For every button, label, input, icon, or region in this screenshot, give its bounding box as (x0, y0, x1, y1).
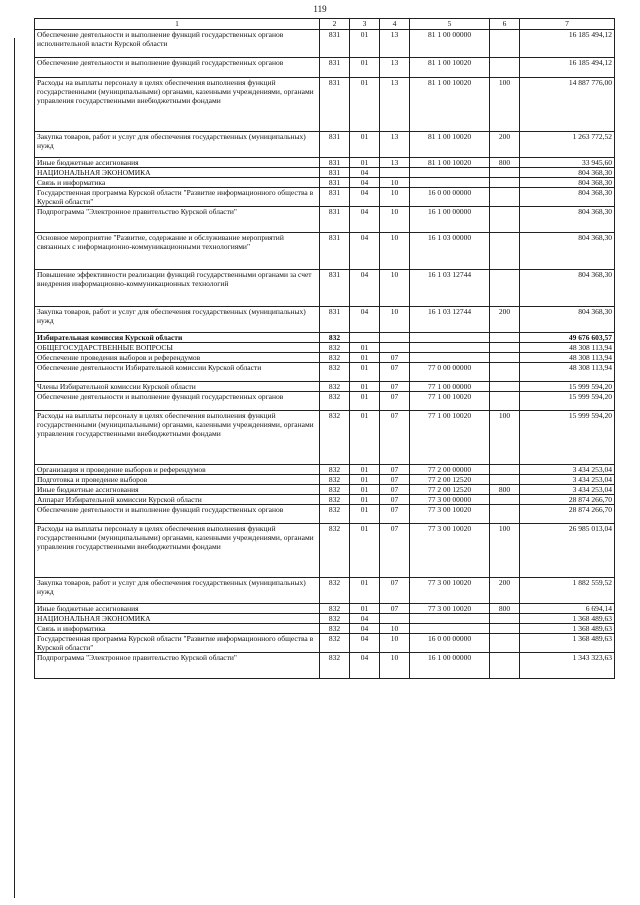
subsection-code: 13 (380, 132, 410, 158)
section-code: 04 (350, 653, 380, 679)
admin-code: 832 (320, 524, 350, 578)
row-name: Государственная программа Курской области "Развитие информационного общества в Курской области" (35, 634, 320, 653)
target-article: 16 1 00 00000 (410, 207, 490, 233)
row-name: Расходы на выплаты персоналу в целях обеспечения выполнения функций государственными (муниципальными) органами, казенными учреждениями, органами управления государственными внебюджетными фондами (35, 78, 320, 132)
table-header-row (35, 19, 615, 30)
target-article: 77 0 00 00000 (410, 363, 490, 382)
row-name: Расходы на выплаты персоналу в целях обеспечения выполнения функций государственными (муниципальными) органами, казенными учреждениями, органами управления государственными внебюджетными фондами (35, 411, 320, 465)
row-name: НАЦИОНАЛЬНАЯ ЭКОНОМИКА (35, 614, 320, 624)
amount: 28 874 266,70 (520, 495, 615, 505)
budget-table (34, 18, 615, 679)
target-article: 77 3 00 10020 (410, 524, 490, 578)
subsection-code: 07 (380, 505, 410, 524)
expense-type: 100 (490, 411, 520, 465)
subsection-code: 10 (380, 634, 410, 653)
subsection-code: 07 (380, 363, 410, 382)
amount: 804 368,30 (520, 168, 615, 178)
expense-type (490, 353, 520, 363)
target-article (410, 343, 490, 353)
admin-code: 832 (320, 363, 350, 382)
expense-type (490, 333, 520, 343)
table-row (35, 158, 615, 168)
table-row (35, 624, 615, 634)
admin-code: 831 (320, 58, 350, 78)
table-row (35, 475, 615, 485)
subsection-code: 07 (380, 578, 410, 604)
subsection-code: 07 (380, 353, 410, 363)
amount: 28 874 266,70 (520, 505, 615, 524)
admin-code: 832 (320, 653, 350, 679)
row-name: Повышение эффективности реализации функций государственными органами за счет внедрения информационно-коммуникационных технологий (35, 270, 320, 307)
admin-code: 832 (320, 495, 350, 505)
subsection-code: 13 (380, 158, 410, 168)
row-name: Связь и информатика (35, 178, 320, 188)
section-code: 01 (350, 524, 380, 578)
table-row (35, 270, 615, 307)
row-name: Подготовка и проведение выборов (35, 475, 320, 485)
subsection-code: 07 (380, 382, 410, 392)
row-name: Иные бюджетные ассигнования (35, 158, 320, 168)
section-code: 01 (350, 132, 380, 158)
section-code: 01 (350, 58, 380, 78)
admin-code: 831 (320, 30, 350, 58)
section-code: 01 (350, 392, 380, 411)
admin-code: 831 (320, 158, 350, 168)
table-row (35, 307, 615, 333)
row-name: Закупка товаров, работ и услуг для обеспечения государственных (муниципальных) нужд (35, 578, 320, 604)
expense-type (490, 475, 520, 485)
admin-code: 832 (320, 382, 350, 392)
expense-type (490, 653, 520, 679)
table-row (35, 343, 615, 353)
admin-code: 832 (320, 624, 350, 634)
amount: 15 999 594,20 (520, 411, 615, 465)
target-article: 16 0 00 00000 (410, 634, 490, 653)
row-name: Подпрограмма "Электронное правительство Курской области" (35, 207, 320, 233)
admin-code: 832 (320, 604, 350, 614)
table-row (35, 333, 615, 343)
subsection-code: 13 (380, 30, 410, 58)
expense-type: 200 (490, 307, 520, 333)
section-code (350, 333, 380, 343)
table-row (35, 178, 615, 188)
expense-type (490, 178, 520, 188)
target-article: 77 2 00 12520 (410, 485, 490, 495)
section-code: 04 (350, 634, 380, 653)
target-article: 77 3 00 10020 (410, 604, 490, 614)
row-name: Избирательная комиссия Курской области (35, 333, 320, 343)
row-name: Обеспечение деятельности и выполнение функций государственных органов исполнительной власти Курской области (35, 30, 320, 58)
subsection-code (380, 168, 410, 178)
col-header-6: 6 (490, 19, 520, 30)
admin-code: 831 (320, 132, 350, 158)
target-article: 81 1 00 10020 (410, 58, 490, 78)
target-article: 81 1 00 10020 (410, 132, 490, 158)
subsection-code: 07 (380, 475, 410, 485)
amount: 1 368 489,63 (520, 634, 615, 653)
expense-type: 200 (490, 132, 520, 158)
target-article: 16 1 03 00000 (410, 233, 490, 270)
target-article: 16 1 03 12744 (410, 270, 490, 307)
target-article: 77 3 00 10020 (410, 578, 490, 604)
col-header-1: 1 (35, 19, 320, 30)
table-row (35, 634, 615, 653)
amount: 15 999 594,20 (520, 392, 615, 411)
admin-code: 832 (320, 475, 350, 485)
section-code: 04 (350, 624, 380, 634)
expense-type (490, 614, 520, 624)
amount: 49 676 603,57 (520, 333, 615, 343)
amount: 48 308 113,94 (520, 363, 615, 382)
admin-code: 831 (320, 178, 350, 188)
admin-code: 831 (320, 78, 350, 132)
target-article: 77 1 00 00000 (410, 382, 490, 392)
amount: 16 185 494,12 (520, 58, 615, 78)
section-code: 04 (350, 270, 380, 307)
row-name: Закупка товаров, работ и услуг для обеспечения государственных (муниципальных) нужд (35, 307, 320, 333)
amount: 804 368,30 (520, 188, 615, 207)
section-code: 04 (350, 188, 380, 207)
left-margin-rule (14, 38, 15, 898)
expense-type: 100 (490, 524, 520, 578)
table-row (35, 524, 615, 578)
row-name: Основное мероприятие "Развитие, содержание и обслуживание мероприятий связанных с информационно-коммуникационными технологиями" (35, 233, 320, 270)
expense-type (490, 624, 520, 634)
row-name: Иные бюджетные ассигнования (35, 604, 320, 614)
row-name: НАЦИОНАЛЬНАЯ ЭКОНОМИКА (35, 168, 320, 178)
admin-code: 832 (320, 614, 350, 624)
target-article: 16 1 03 12744 (410, 307, 490, 333)
table-row (35, 653, 615, 679)
row-name: Обеспечение деятельности и выполнение функций государственных органов (35, 392, 320, 411)
target-article: 77 3 00 10020 (410, 505, 490, 524)
table-row (35, 188, 615, 207)
section-code: 01 (350, 382, 380, 392)
col-header-5: 5 (410, 19, 490, 30)
section-code: 01 (350, 343, 380, 353)
row-name: Обеспечение деятельности и выполнение функций государственных органов (35, 58, 320, 78)
target-article: 77 3 00 00000 (410, 495, 490, 505)
subsection-code (380, 343, 410, 353)
row-name: Аппарат Избирательной комиссии Курской области (35, 495, 320, 505)
expense-type (490, 168, 520, 178)
section-code: 04 (350, 614, 380, 624)
amount: 16 185 494,12 (520, 30, 615, 58)
admin-code: 832 (320, 353, 350, 363)
expense-type: 800 (490, 604, 520, 614)
table-row (35, 465, 615, 475)
amount: 1 368 489,63 (520, 624, 615, 634)
table-row (35, 485, 615, 495)
col-header-3: 3 (350, 19, 380, 30)
target-article (410, 333, 490, 343)
amount: 15 999 594,20 (520, 382, 615, 392)
table-row (35, 233, 615, 270)
expense-type: 100 (490, 78, 520, 132)
section-code: 01 (350, 578, 380, 604)
subsection-code: 07 (380, 604, 410, 614)
section-code: 01 (350, 465, 380, 475)
row-name: ОБЩЕГОСУДАРСТВЕННЫЕ ВОПРОСЫ (35, 343, 320, 353)
amount: 804 368,30 (520, 270, 615, 307)
row-name: Связь и информатика (35, 624, 320, 634)
amount: 804 368,30 (520, 207, 615, 233)
table-row (35, 363, 615, 382)
table-row (35, 392, 615, 411)
target-article: 81 1 00 00000 (410, 30, 490, 58)
section-code: 01 (350, 353, 380, 363)
amount: 6 694,14 (520, 604, 615, 614)
subsection-code: 07 (380, 524, 410, 578)
target-article: 16 0 00 00000 (410, 188, 490, 207)
section-code: 04 (350, 307, 380, 333)
table-row (35, 505, 615, 524)
table-row (35, 495, 615, 505)
admin-code: 831 (320, 207, 350, 233)
expense-type (490, 465, 520, 475)
section-code: 01 (350, 495, 380, 505)
row-name: Закупка товаров, работ и услуг для обеспечения государственных (муниципальных) нужд (35, 132, 320, 158)
amount: 804 368,30 (520, 307, 615, 333)
admin-code: 831 (320, 168, 350, 178)
row-name: Организация и проведение выборов и референдумов (35, 465, 320, 475)
admin-code: 832 (320, 343, 350, 353)
expense-type (490, 30, 520, 58)
row-name: Государственная программа Курской области "Развитие информационного общества в Курской области" (35, 188, 320, 207)
subsection-code: 07 (380, 465, 410, 475)
row-name: Расходы на выплаты персоналу в целях обеспечения выполнения функций государственными (муниципальными) органами, казенными учреждениями, органами управления государственными внебюджетными фондами (35, 524, 320, 578)
table-row (35, 604, 615, 614)
subsection-code: 13 (380, 78, 410, 132)
admin-code: 832 (320, 392, 350, 411)
table-row (35, 578, 615, 604)
row-name: Обеспечение деятельности и выполнение функций государственных органов (35, 505, 320, 524)
amount: 14 887 776,00 (520, 78, 615, 132)
amount: 3 434 253,04 (520, 485, 615, 495)
row-name: Подпрограмма "Электронное правительство Курской области" (35, 653, 320, 679)
target-article: 81 1 00 10020 (410, 158, 490, 168)
subsection-code: 10 (380, 233, 410, 270)
admin-code: 832 (320, 465, 350, 475)
expense-type (490, 634, 520, 653)
subsection-code: 10 (380, 307, 410, 333)
table-row (35, 411, 615, 465)
admin-code: 831 (320, 307, 350, 333)
section-code: 01 (350, 411, 380, 465)
amount: 33 945,60 (520, 158, 615, 168)
table-row (35, 168, 615, 178)
expense-type (490, 363, 520, 382)
admin-code: 832 (320, 634, 350, 653)
admin-code: 832 (320, 578, 350, 604)
subsection-code (380, 614, 410, 624)
col-header-7: 7 (520, 19, 615, 30)
subsection-code: 10 (380, 178, 410, 188)
target-article: 77 2 00 12520 (410, 475, 490, 485)
amount: 3 434 253,04 (520, 475, 615, 485)
subsection-code: 10 (380, 653, 410, 679)
target-article (410, 614, 490, 624)
table-row (35, 207, 615, 233)
table-row (35, 78, 615, 132)
subsection-code: 13 (380, 58, 410, 78)
admin-code: 832 (320, 505, 350, 524)
table-row (35, 614, 615, 624)
col-header-2: 2 (320, 19, 350, 30)
amount: 3 434 253,04 (520, 465, 615, 475)
expense-type (490, 58, 520, 78)
subsection-code: 07 (380, 411, 410, 465)
expense-type (490, 505, 520, 524)
expense-type (490, 392, 520, 411)
target-article (410, 178, 490, 188)
admin-code: 831 (320, 188, 350, 207)
section-code: 04 (350, 168, 380, 178)
subsection-code: 07 (380, 485, 410, 495)
section-code: 01 (350, 78, 380, 132)
table-row (35, 58, 615, 78)
target-article (410, 624, 490, 634)
table-row (35, 132, 615, 158)
amount: 48 308 113,94 (520, 353, 615, 363)
admin-code: 832 (320, 333, 350, 343)
admin-code: 832 (320, 411, 350, 465)
section-code: 01 (350, 30, 380, 58)
subsection-code: 10 (380, 270, 410, 307)
section-code: 01 (350, 158, 380, 168)
amount: 1 343 323,63 (520, 653, 615, 679)
section-code: 04 (350, 233, 380, 270)
target-article (410, 168, 490, 178)
section-code: 04 (350, 178, 380, 188)
expense-type: 800 (490, 158, 520, 168)
target-article: 16 1 00 00000 (410, 653, 490, 679)
expense-type (490, 343, 520, 353)
amount: 1 882 559,52 (520, 578, 615, 604)
target-article: 77 1 00 10020 (410, 392, 490, 411)
subsection-code: 07 (380, 495, 410, 505)
section-code: 01 (350, 485, 380, 495)
expense-type (490, 188, 520, 207)
amount: 804 368,30 (520, 233, 615, 270)
target-article: 77 2 00 00000 (410, 465, 490, 475)
table-row (35, 382, 615, 392)
table-row (35, 353, 615, 363)
target-article (410, 353, 490, 363)
expense-type: 200 (490, 578, 520, 604)
subsection-code (380, 333, 410, 343)
row-name: Обеспечение деятельности Избирательной комиссии Курской области (35, 363, 320, 382)
expense-type (490, 495, 520, 505)
amount: 1 263 772,52 (520, 132, 615, 158)
expense-type (490, 270, 520, 307)
amount: 26 985 013,04 (520, 524, 615, 578)
subsection-code: 10 (380, 624, 410, 634)
table-row (35, 30, 615, 58)
row-name: Обеспечение проведения выборов и референдумов (35, 353, 320, 363)
target-article: 77 1 00 10020 (410, 411, 490, 465)
section-code: 01 (350, 363, 380, 382)
row-name: Иные бюджетные ассигнования (35, 485, 320, 495)
page-number: 119 (313, 4, 327, 14)
section-code: 04 (350, 207, 380, 233)
section-code: 01 (350, 475, 380, 485)
expense-type (490, 382, 520, 392)
target-article: 81 1 00 10020 (410, 78, 490, 132)
expense-type (490, 207, 520, 233)
admin-code: 832 (320, 485, 350, 495)
subsection-code: 10 (380, 207, 410, 233)
subsection-code: 10 (380, 188, 410, 207)
section-code: 01 (350, 505, 380, 524)
expense-type (490, 233, 520, 270)
admin-code: 831 (320, 233, 350, 270)
expense-type: 800 (490, 485, 520, 495)
admin-code: 831 (320, 270, 350, 307)
amount: 804 368,30 (520, 178, 615, 188)
amount: 48 308 113,94 (520, 343, 615, 353)
section-code: 01 (350, 604, 380, 614)
amount: 1 368 489,63 (520, 614, 615, 624)
subsection-code: 07 (380, 392, 410, 411)
row-name: Члены Избирательной комиссии Курской области (35, 382, 320, 392)
col-header-4: 4 (380, 19, 410, 30)
